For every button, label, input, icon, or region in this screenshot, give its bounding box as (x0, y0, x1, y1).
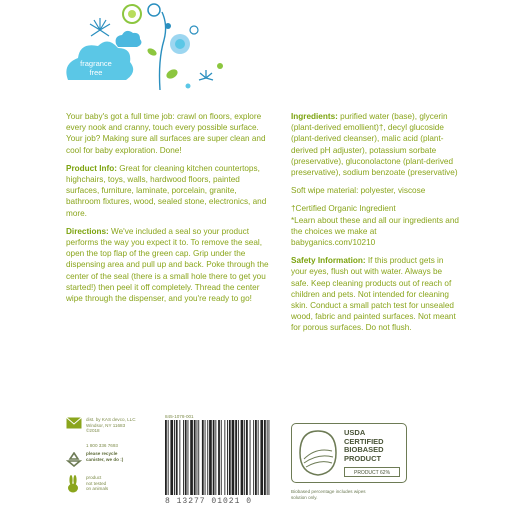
recycle-icon (66, 452, 82, 467)
safety-section (291, 255, 459, 333)
distributor-line: dist. by KAS devco, LLC (86, 417, 136, 422)
recycle-line1: please recycle (86, 451, 118, 456)
dandelion-icon (90, 18, 110, 36)
barcode (163, 420, 273, 495)
ingredients-heading: Ingredients: (291, 112, 338, 121)
badge-line1: fragrance (80, 59, 112, 68)
usda-line1: USDA (344, 428, 366, 437)
directions-heading: Directions: (66, 226, 109, 236)
mail-icon (66, 417, 82, 429)
left-column (66, 111, 272, 311)
barcode-digits: 8 13277 01021 0 (165, 497, 253, 506)
certified-note: †Certified Organic Ingredient (291, 204, 396, 214)
ingredients-text: purified water (base), glycerin (plant-derived emollient)†, decyl glucoside (plant-derived cleanser), malic acid (plant-derived pH adjuster), potassium sorbate (preservative), gluconolactone (plant-derived preservative), sodium benzoate (preservative) (291, 112, 458, 178)
ingredients-section (291, 111, 459, 178)
phone-number: 1 800 336 7693 (86, 443, 118, 448)
intro-text: Your baby's got a full time job: crawl on floors, explore every nook and cranny, touch every possible surface. Your job? Making sure all surfaces are super clean and cool for baby exploration. Done! (66, 112, 266, 155)
recycle-line2: canister, we do :) (86, 456, 124, 462)
biobased-note-line2: solution only. (291, 494, 318, 500)
wipe-material: Soft wipe material: polyester, viscose (291, 186, 426, 196)
directions-text: We've included a seal so your product performs the way you expect it to. To remove the seal, open the top flap of the green cap. Grip under the dispensing area and pull up and back. Poke through the center of the seal (there is a small hole there to get you started!) then peel it off completely. Thread the center wipe through the dispenser, and you're ready to go! (66, 226, 269, 304)
usda-line3: BIOBASED (344, 445, 384, 455)
usda-text (344, 429, 384, 463)
directions-section (66, 226, 272, 304)
flower-icon (165, 23, 198, 54)
usda-logo-icon (296, 429, 340, 477)
biobased-note-line1: Biobased percentage includes wipes (291, 489, 366, 494)
product-info-heading: Product Info: (66, 163, 117, 173)
safety-text: If this product gets in your eyes, flush out with water. Always be safe. Keep cleaning products out of reach of children and pets. Not intended for cleaning skin. Conduct a small patch test for unsealed wood, fabric and painted surfaces. Not meant for porous surfaces. Do not flush. (291, 256, 456, 333)
distributor-info (86, 417, 136, 434)
copyright: ©2018 (86, 428, 100, 434)
badge-line2: free (89, 68, 103, 77)
decorative-flower-art (60, 0, 230, 95)
usda-line2: CERTIFIED (344, 436, 384, 446)
not-tested-text (86, 475, 108, 492)
learn-more-text: *Learn about these and all our ingredients and the choices we make at babyganics.com/10210 (291, 215, 459, 248)
product-info-text: Great for cleaning kitchen countertops, highchairs, toys, walls, hardwood floors, painted surfaces, furniture, laminate, porcelain, granite, bathroom fixtures, wood, sealed stone, electronics, and more. (66, 163, 267, 218)
bunny-line1: product (86, 475, 102, 480)
safety-heading: Safety Information: (291, 256, 366, 266)
right-column (291, 111, 459, 341)
product-info-section (66, 163, 272, 219)
usda-percentage: PRODUCT 62% (344, 467, 400, 477)
distributor-address: Windsor, NY 11683 (86, 422, 126, 428)
usda-biobased-seal (291, 423, 407, 483)
bunny-icon (66, 475, 80, 493)
usda-line4: PRODUCT (344, 453, 382, 463)
biobased-note (291, 489, 366, 500)
bunny-line3: on animals (86, 486, 109, 492)
recycle-text (86, 451, 123, 462)
fragrance-free-badge (66, 41, 133, 80)
bunny-line2: not tested (86, 480, 107, 486)
barcode-code: 845-1078-001 (165, 414, 194, 419)
